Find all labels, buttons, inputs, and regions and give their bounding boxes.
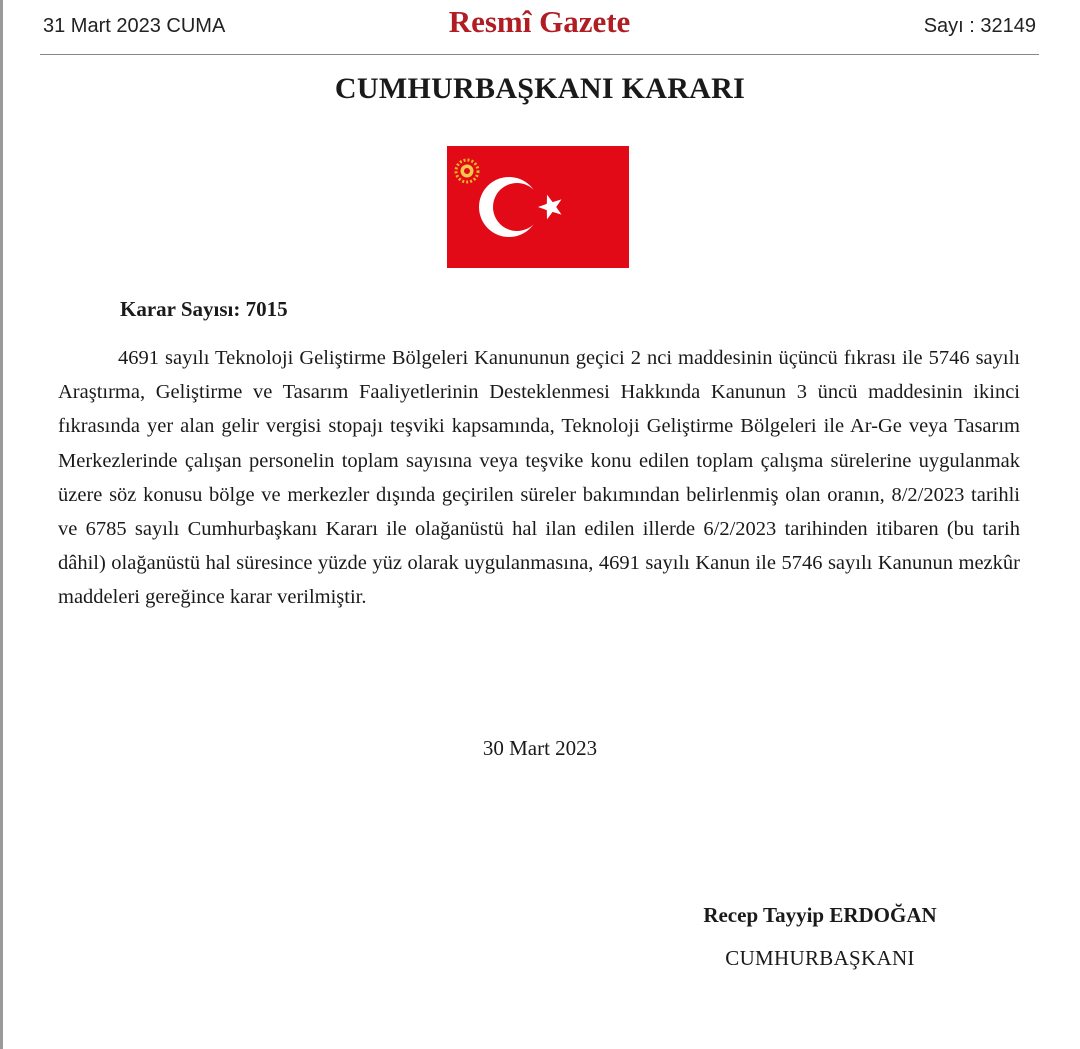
page-left-border	[0, 0, 3, 1049]
turkish-flag-icon	[447, 146, 629, 268]
document-type-heading: CUMHURBAŞKANI KARARI	[334, 72, 746, 105]
decision-number: Karar Sayısı: 7015	[120, 297, 288, 321]
gazette-header	[40, 0, 1039, 54]
header-divider	[40, 54, 1039, 55]
gazette-title: Resmî Gazete	[448, 4, 631, 39]
signer-name: Recep Tayyip ERDOĞAN	[703, 903, 937, 927]
issue-date: 31 Mart 2023 CUMA	[43, 15, 226, 37]
issue-number: Sayı : 32149	[923, 15, 1036, 37]
crescent-inner	[493, 183, 541, 231]
decision-body: 4691 sayılı Teknoloji Geliştirme Bölgeleri Kanununun geçici 2 nci maddesinin üçüncü fıkrası ile 5746 sayılı Araştırma, Geliştirme ve Tasarım Faaliyetlerinin Desteklenmesi Hakkında Kanunun 3 üncü maddesinin ikinci fıkrasında yer alan gelir vergisi stopajı teşviki kapsamında, Teknoloji Geliştirme Bölgeleri ile Ar-Ge veya Tasarım Merkezlerinde çalışan personelin toplam sayısına veya teşvike konu edilen toplam çalışma sürelerine uygulanmak üzere söz konusu bölge ve merkezler dışında geçirilen süreler bakımından belirlenmiş olan oranın, 8/2/2023 tarihli ve 6785 sayılı Cumhurbaşkanı Kararı ile olağanüstü hal ilan edilen illerde 6/2/2023 tarihinden itibaren (bu tarih dâhil) olağanüstü hal süresince yüzde yüz olarak uygulanmasına, 4691 sayılı Kanun ile 5746 sayılı Kanunun mezkûr maddeleri gereğince karar verilmiştir.	[58, 347, 1020, 609]
signer-title: CUMHURBAŞKANI	[725, 946, 915, 970]
decision-date: 30 Mart 2023	[482, 736, 598, 760]
